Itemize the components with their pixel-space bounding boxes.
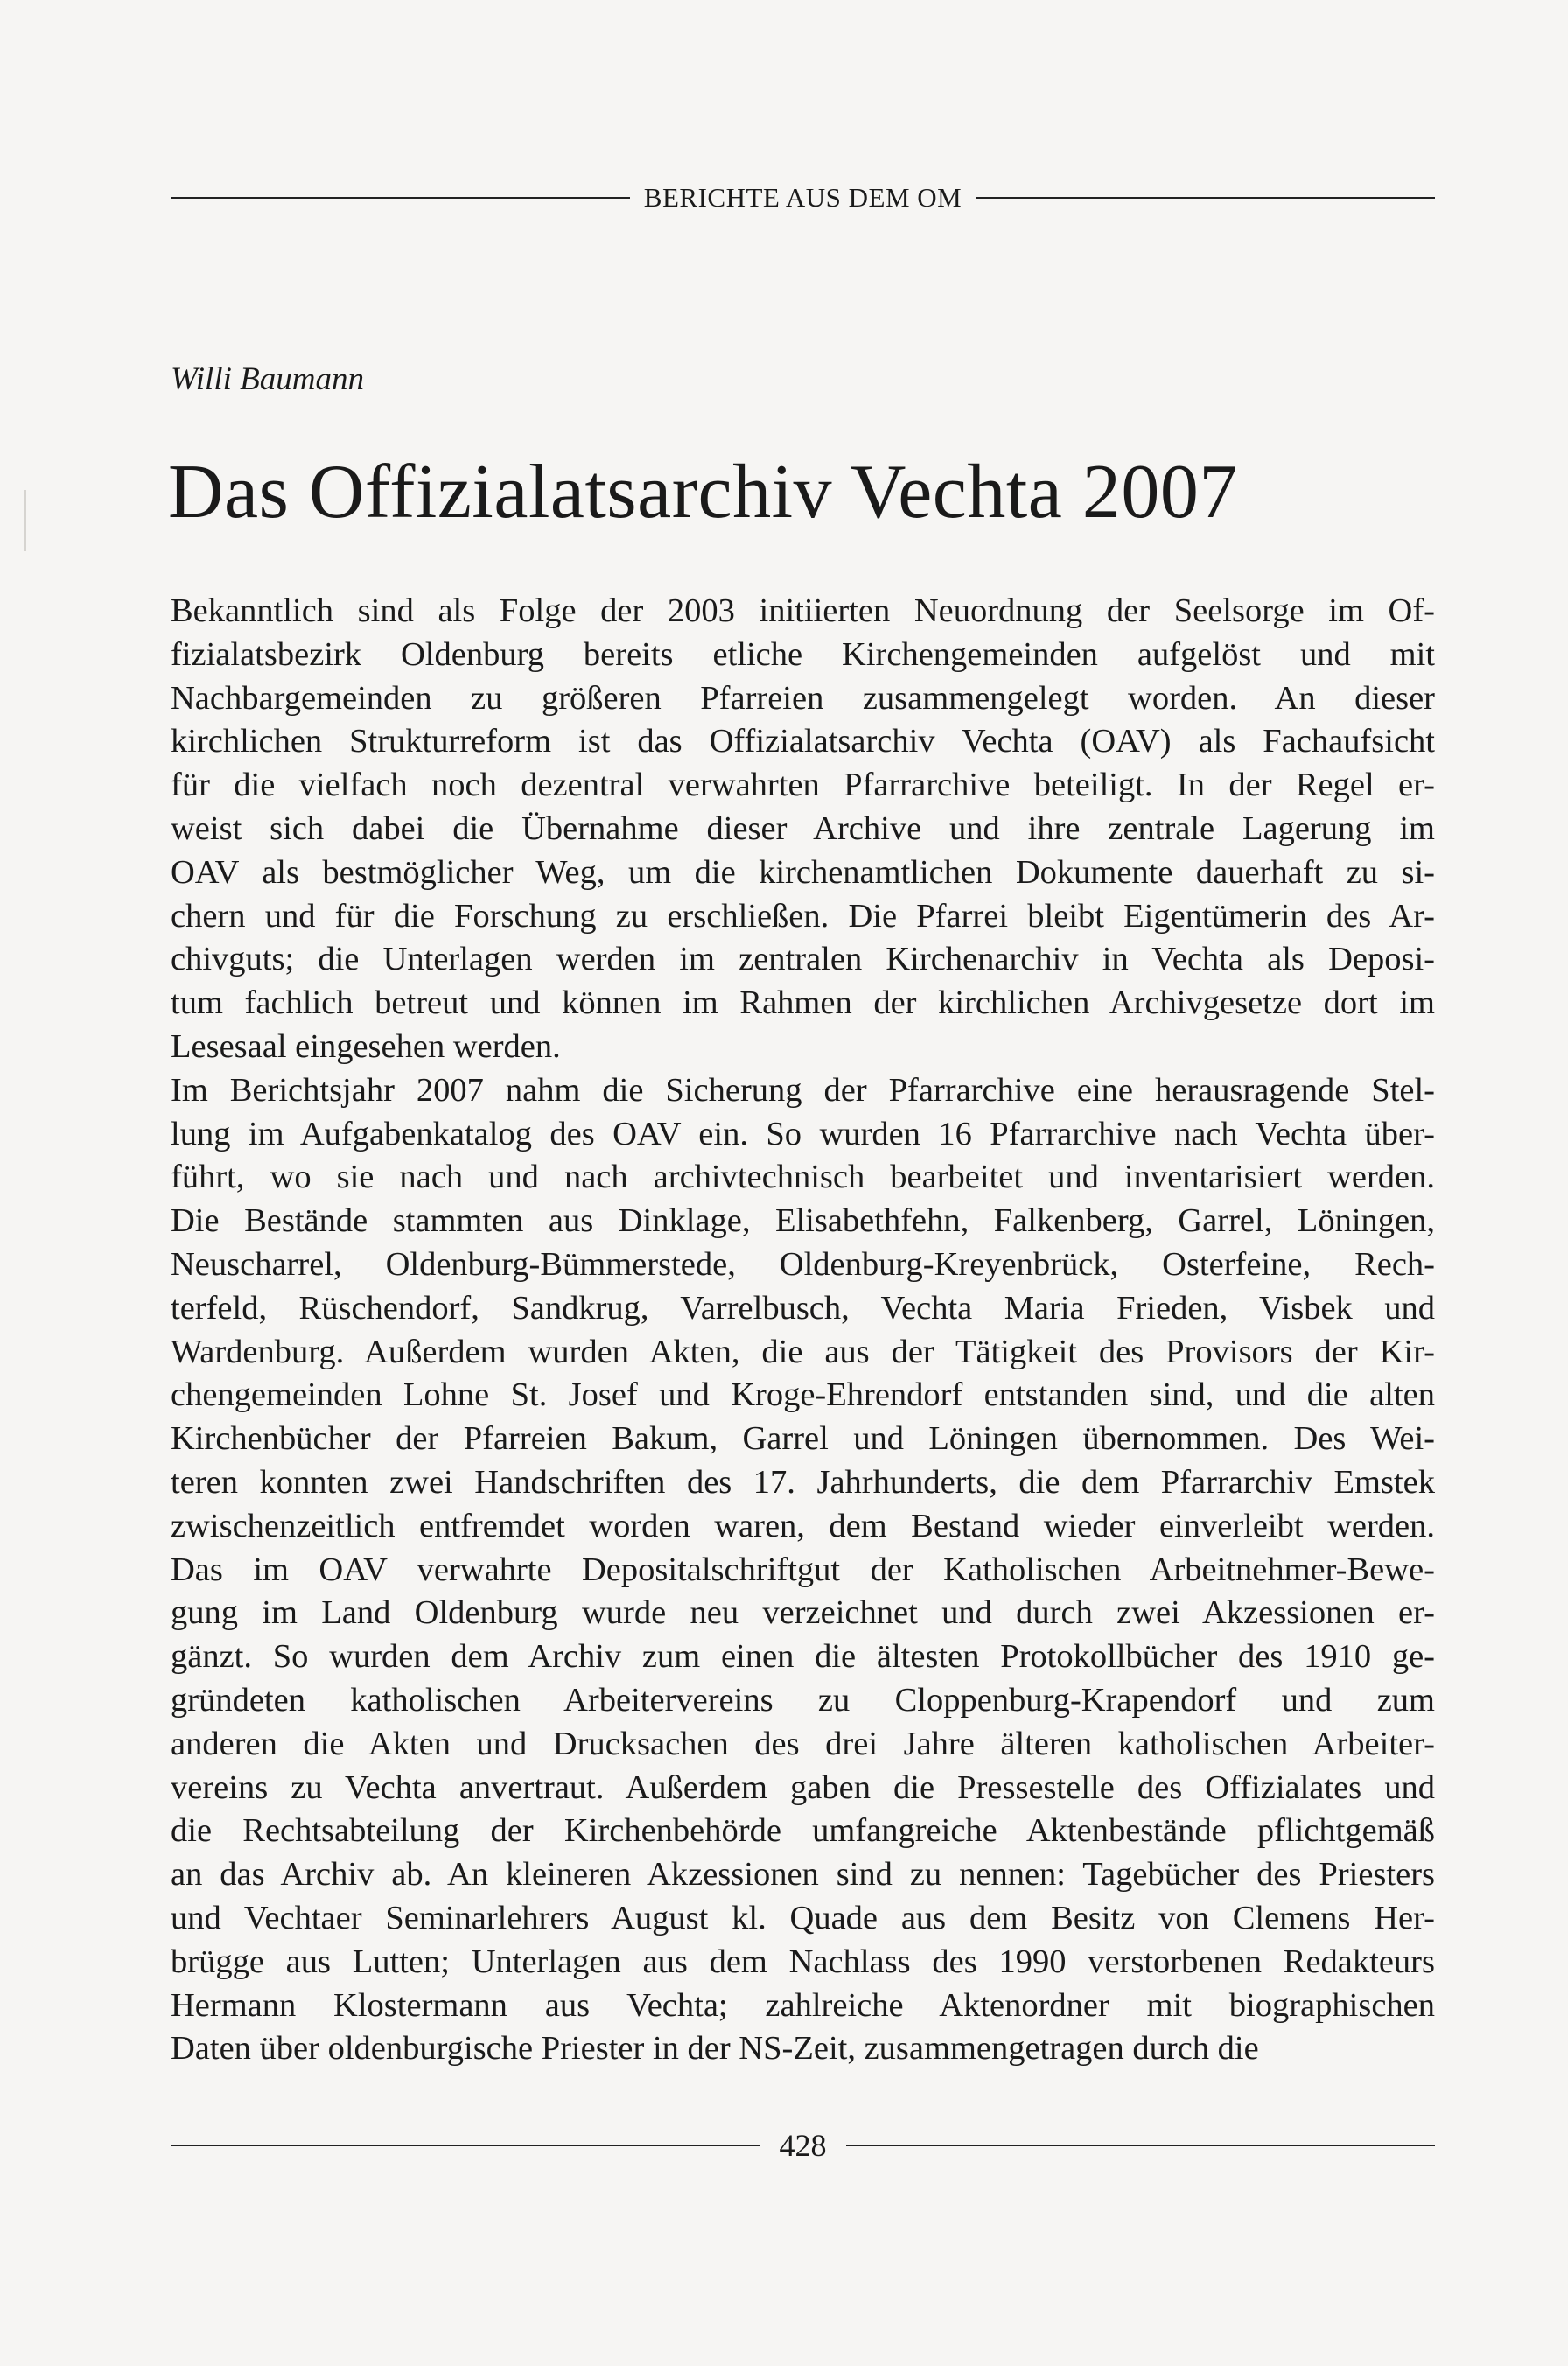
page-number: 428 <box>779 2128 827 2163</box>
body-line: kirchlichen Strukturreform ist das Offizialatsarchiv Vechta (OAV) als Fachaufsicht <box>171 723 1435 760</box>
page-footer <box>171 2124 1435 2166</box>
body-line: führt, wo sie nach und nach archivtechnisch bearbeitet und inventarisiert werden. <box>171 1158 1435 1196</box>
body-line: brügge aus Lutten; Unterlagen aus dem Nachlass des 1990 verstorbenen Redakteurs <box>171 1942 1435 1980</box>
body-line: fizialatsbezirk Oldenburg bereits etliche Kirchengemeinden aufgelöst und mit <box>171 635 1435 673</box>
body-line: die Rechtsabteilung der Kirchenbehörde umfangreiche Aktenbestände pflichtgemäß <box>171 1812 1435 1850</box>
body-line: Das im OAV verwahrte Depositalschriftgut der Katholischen Arbeitnehmer-Bewe- <box>171 1550 1435 1588</box>
body-line: vereins zu Vechta anvertraut. Außerdem gaben die Pressestelle des Offizialates und <box>171 1768 1435 1806</box>
body-line: Kirchenbücher der Pfarreien Bakum, Garrel und Löningen übernommen. Des Wei- <box>171 1420 1435 1458</box>
body-line: teren konnten zwei Handschriften des 17. Jahrhunderts, die dem Pfarrarchiv Emstek <box>171 1463 1435 1501</box>
running-head-label: BERICHTE AUS DEM OM <box>643 182 962 213</box>
footer-rule-left <box>171 2145 760 2146</box>
body-line: Im Berichtsjahr 2007 nahm die Sicherung der Pfarrarchive eine herausragende Stel- <box>171 1071 1435 1109</box>
article-title: Das Offizialatsarchiv Vechta 2007 <box>168 450 1238 535</box>
body-line: terfeld, Rüschendorf, Sandkrug, Varrelbusch, Vechta Maria Frieden, Visbek und <box>171 1289 1435 1326</box>
body-line: weist sich dabei die Übernahme dieser Archive und ihre zentrale Lagerung im <box>171 809 1435 847</box>
body-line: Neuscharrel, Oldenburg-Bümmerstede, Oldenburg-Kreyenbrück, Osterfeine, Rech- <box>171 1245 1435 1283</box>
body-line: gänzt. So wurden dem Archiv zum einen die ältesten Protokollbücher des 1910 ge- <box>171 1638 1435 1676</box>
body-line: lung im Aufgabenkatalog des OAV ein. So wurden 16 Pfarrarchive nach Vechta über- <box>171 1115 1435 1152</box>
body-line: zwischenzeitlich entfremdet worden waren, dem Bestand wieder einverleibt werden. <box>171 1507 1435 1544</box>
body-line: Wardenburg. Außerdem wurden Akten, die aus der Tätigkeit des Provisors der Kir- <box>171 1333 1435 1370</box>
author-name: Willi Baumann <box>171 361 364 397</box>
body-line: an das Archiv ab. An kleineren Akzessionen sind zu nennen: Tagebücher des Priesters <box>171 1856 1435 1894</box>
body-line: Bekanntlich sind als Folge der 2003 initiierten Neuordnung der Seelsorge im Of- <box>171 592 1435 629</box>
scan-artifact <box>24 490 26 551</box>
body-line: gung im Land Oldenburg wurde neu verzeichnet und durch zwei Akzessionen er- <box>171 1594 1435 1632</box>
body-line: chengemeinden Lohne St. Josef und Kroge-Ehrendorf entstanden sind, und die alten <box>171 1376 1435 1414</box>
body-line: und Vechtaer Seminarlehrers August kl. Quade aus dem Besitz von Clemens Her- <box>171 1899 1435 1936</box>
body-line: Hermann Klostermann aus Vechta; zahlreiche Aktenordner mit biographischen <box>171 1986 1435 2024</box>
body-line: für die vielfach noch dezentral verwahrten Pfarrarchive beteiligt. In der Regel er- <box>171 766 1435 804</box>
body-line: Nachbargemeinden zu größeren Pfarreien zusammengelegt worden. An dieser <box>171 679 1435 717</box>
body-line: Die Bestände stammten aus Dinklage, Elisabethfehn, Falkenberg, Garrel, Löningen, <box>171 1202 1435 1240</box>
footer-rule-right <box>846 2145 1436 2146</box>
running-head-rule-right <box>976 197 1435 199</box>
body-line: gründeten katholischen Arbeitervereins zu Cloppenburg-Krapendorf und zum <box>171 1681 1435 1718</box>
body-line: Lesesaal eingesehen werden. <box>171 1027 561 1065</box>
body-line: chivguts; die Unterlagen werden im zentralen Kirchenarchiv in Vechta als Deposi- <box>171 941 1435 978</box>
body-line: Daten über oldenburgische Priester in der NS-Zeit, zusammengetragen durch die <box>171 2030 1259 2068</box>
body-line: tum fachlich betreut und können im Rahmen der kirchlichen Archivgesetze dort im <box>171 984 1435 1022</box>
body-line: anderen die Akten und Drucksachen des drei Jahre älteren katholischen Arbeiter- <box>171 1725 1435 1762</box>
body-line: OAV als bestmöglicher Weg, um die kirchenamtlichen Dokumente dauerhaft zu si- <box>171 853 1435 891</box>
running-head-rule-left <box>171 197 630 199</box>
running-head <box>171 180 1435 215</box>
article-body <box>171 590 1435 2071</box>
body-line: chern und für die Forschung zu erschließen. Die Pfarrei bleibt Eigentümerin des Ar- <box>171 897 1435 934</box>
